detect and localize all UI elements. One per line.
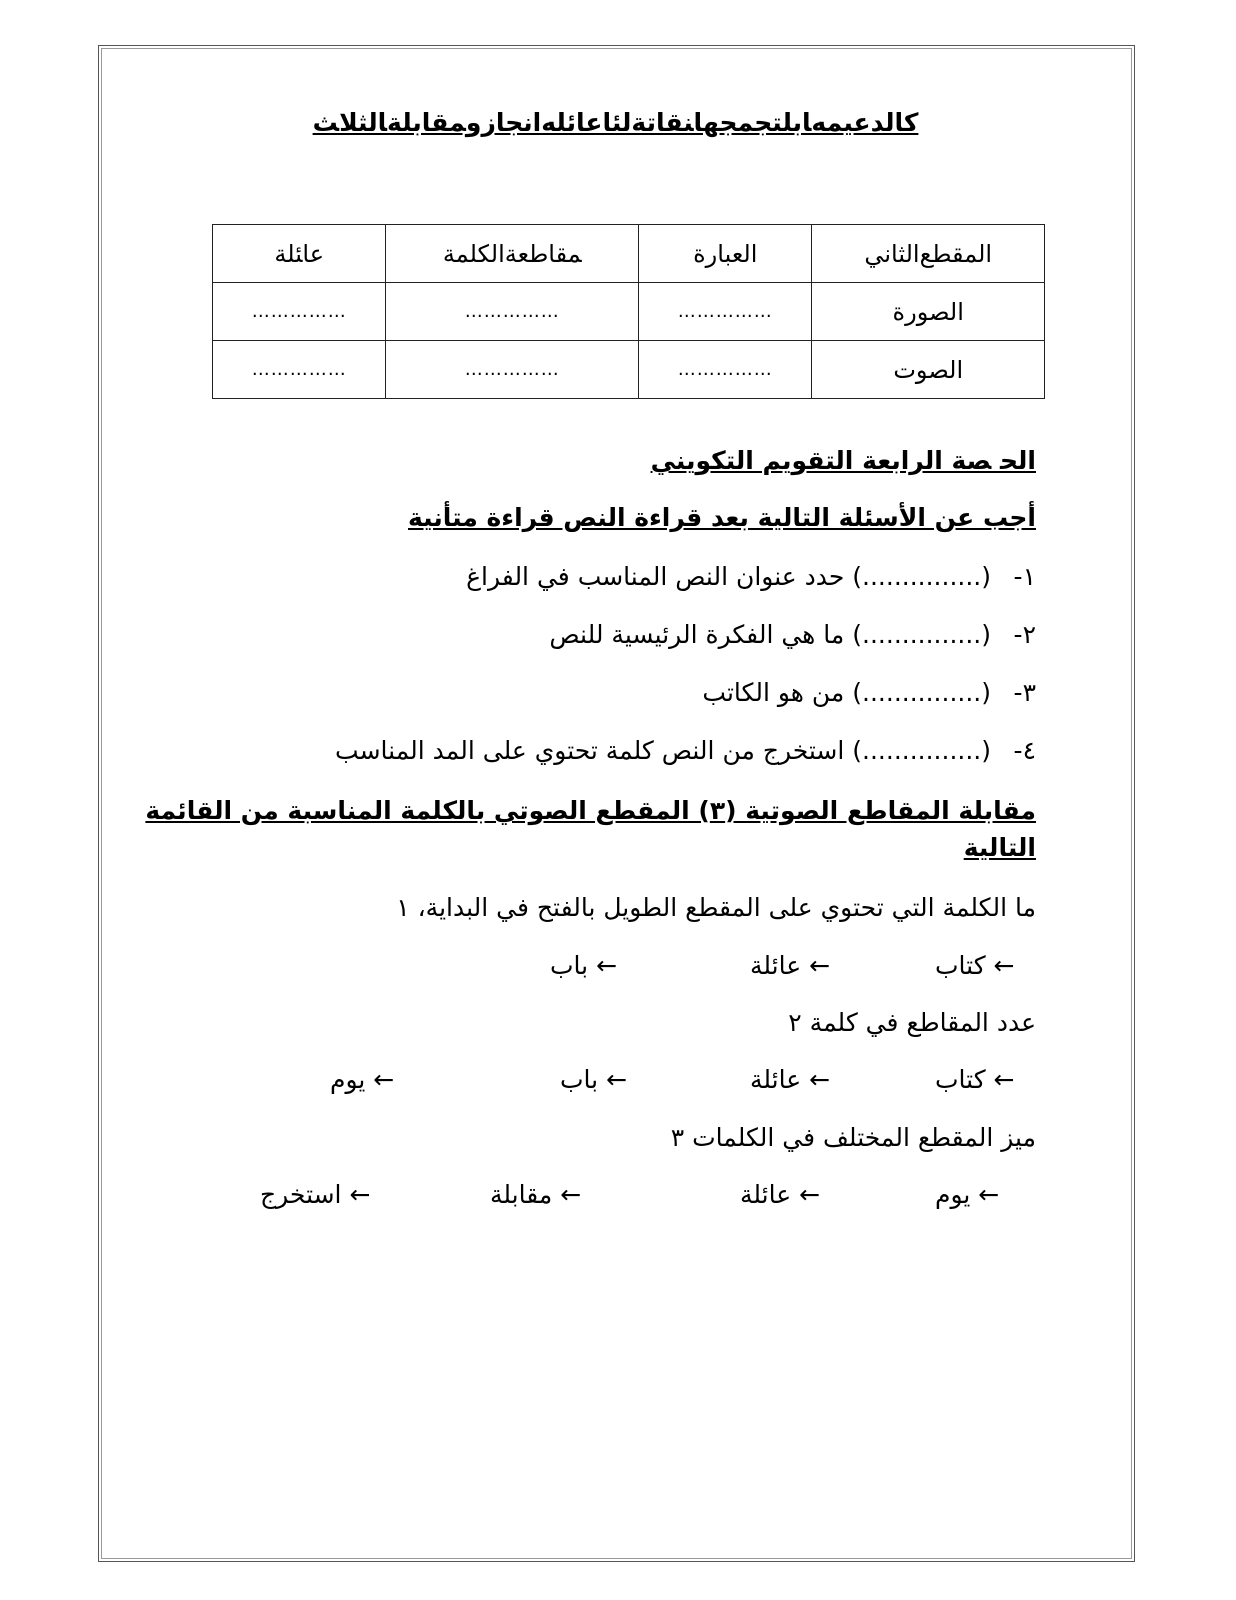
table-cell-label: ﺍﻟﺼﻮﺕ [812,341,1045,399]
table-cell-blank[interactable]: …………… [213,283,386,341]
answer-blank[interactable]: (...............) [852,736,991,765]
option[interactable]: ﺑﺎﺏ ← [550,951,618,980]
question-text: ﺍﺳﺘﺨﺮﺝ ﻣﻦ ﺍﻟﻨﺺ ﻛﻠﻤﺔ ﺗﺤﺘﻮﻱ ﻋﻠﻰ ﺍﻟﻤﺪ ﺍﻟﻤﻨﺎﺳﺐ [335,736,845,765]
question-text: ﻣﻦ ﻫﻮ ﺍﻟﻜﺎﺗﺐ [702,678,845,707]
question-2 [549,620,991,649]
page-title: ﻛﺎﻟﺪﻋﻴﻤﻪﺎﺑﻠﺘﺠﻤﺠﻬﺎﻨﻘﺎﺗﺔﻟﺌﺎﻋﺎﺋﻠﻪﺍﻧﺠﺎﺯﻭﻤﻘﺎﺑﻠﺔﺎﻟﺜﻼﺚ [312,108,919,137]
table-cell-blank[interactable]: …………… [639,283,812,341]
table-cell-blank[interactable]: …………… [386,283,639,341]
options-row-1 [230,951,1040,981]
answer-blank[interactable]: (...............) [852,620,991,649]
table-row [213,283,1045,341]
question-text: ﺣﺪﺩ ﻋﻨﻮﺍﻥ ﺍﻟﻨﺺ ﺍﻟﻤﻨﺎﺳﺐ ﻓﻲ ﺍﻟﻔﺮﺍﻍ [466,562,845,591]
matching-question-3: ﻣﻴﺰ ﺍﻟﻤﻘﻄﻊ ﺍﻟﻤﺨﺘﻠﻒ ﻓﻲ ﺍﻟﻜﻠﻤﺎﺕ ٣ [670,1123,1036,1152]
option[interactable]: ﺑﺎﺏ ← [560,1065,628,1094]
question-number: -١ [1013,562,1036,591]
options-row-2 [230,1065,1040,1095]
table-header: ﺍﻟﻤﻘﻄﻊﺍﻟﺜﺎﻧﻲ [812,225,1045,283]
table-header: ﻤﻘﺎﻃﻌﺔﺍﻟﻜﻠﻤﺔ [386,225,639,283]
option[interactable]: ﺍﺳﺘﺨﺮﺝ ← [260,1180,371,1209]
option[interactable]: ﻳﻮﻡ ← [330,1065,395,1094]
question-1 [466,562,991,591]
question-number: -٤ [1013,736,1036,765]
answer-blank[interactable]: (...............) [852,678,991,707]
section-heading: ﺍﻟﺤ ﺼﺔ ﺍﻟﺮﺍﺑﻌﺔ ﺍﻟﺘﻘﻮﻳﻢ ﺍﻟﺘﻜﻮﻳﻨﻲ [650,446,1036,475]
matching-instruction: ﻣﻘﺎﺑﻠﺔ ﺍﻟﻤﻘﺎﻃﻊ ﺍﻟﺼﻮﺗﻴﺔ (٣) ﺍﻟﻤﻘﻄﻊ ﺍﻟﺼﻮﺗﻲ ﺑﺎﻟﻜﻠﻤﺔ ﺍﻟﻤﻨﺎﺳﺒﺔ ﻣﻦ ﺍﻟﻘﺎﺋﻤﺔ [145,796,1036,825]
table-row [213,341,1045,399]
question-number: -٣ [1013,678,1036,707]
option[interactable]: ﻛﺘﺎﺏ ← [935,1065,1015,1094]
question-number: -٢ [1013,620,1036,649]
matching-instruction-end: ﺍﻟﺘﺎﻟﻴﺔ [963,833,1036,862]
table-header-row [213,225,1045,283]
table-header: ﺍﻟﻌﺒﺎﺭﺓ [639,225,812,283]
question-3 [702,678,991,707]
option[interactable]: ﻛﺘﺎﺏ ← [935,951,1015,980]
table-cell-blank[interactable]: …………… [639,341,812,399]
question-4 [335,736,991,765]
option[interactable]: ﻋﺎﺋﻠﺔ ← [750,951,831,980]
options-row-3 [230,1180,1040,1210]
option[interactable]: ﻳﻮﻡ ← [935,1180,1000,1209]
option[interactable]: ﻋﺎﺋﻠﺔ ← [740,1180,821,1209]
table-cell-blank[interactable]: …………… [213,341,386,399]
syllable-table [212,224,1045,399]
matching-question-1: ﻣﺎ ﺍﻟﻜﻠﻤﺔ ﺍﻟﺘﻲ ﺗﺤﺘﻮﻱ ﻋﻠﻰ ﺍﻟﻤﻘﻄﻊ ﺍﻟﻄﻮﻳﻞ ﺑﺎﻟﻔﺘﺢ ﻓﻲ ﺍﻟﺒﺪﺍﻳﺔ، ١ [396,893,1036,922]
option[interactable]: ﻣﻘﺎﺑﻠﺔ ← [490,1180,582,1209]
answer-blank[interactable]: (...............) [852,562,991,591]
table-cell-blank[interactable]: …………… [386,341,639,399]
instructions-heading: ﺃﺟﺐ ﻋﻦ ﺍﻷﺳﺌﻠﺔ ﺍﻟﺘﺎﻟﻴﺔ ﺑﻌﺪ ﻗﺮﺍﺀﺓ ﺍﻟﻨﺺ ﻗﺮﺍﺀﺓ ﻣﺘﺄﻧﻴﺔ [408,503,1036,532]
matching-question-2: ﻋﺪﺩ ﺍﻟﻤﻘﺎﻃﻊ ﻓﻲ ﻛﻠﻤﺔ ٢ [788,1008,1036,1037]
table-cell-label: ﺍﻟﺼﻮﺭﺓ [812,283,1045,341]
option[interactable]: ﻋﺎﺋﻠﺔ ← [750,1065,831,1094]
table-header: ﻋﺎﺌﻠﺔ [213,225,386,283]
question-text: ﻣﺎ ﻫﻲ ﺍﻟﻔﻜﺮﺓ ﺍﻟﺮﺋﻴﺴﻴﺔ ﻟﻠﻨﺺ [549,620,845,649]
